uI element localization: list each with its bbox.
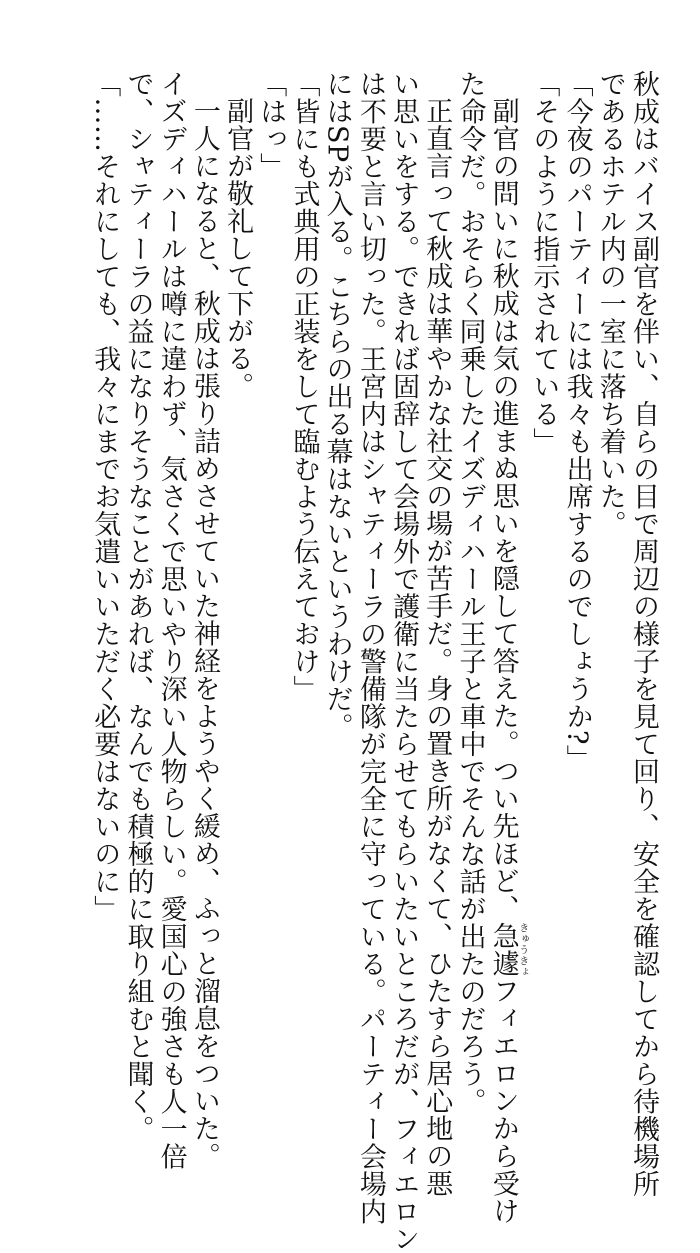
dialogue-line: 「……それにしても、我々にまでお気遣いいただく必要はないのに」 <box>89 70 121 923</box>
dialogue-line: 「そのように指示されている」 <box>528 70 560 455</box>
text-line: で、シャティーラの益になりそうなことがあれば、なんでも積極的に取り組むと聞く。 <box>122 70 154 1143</box>
text-line: 副官が敬礼して下がる。 <box>222 97 254 400</box>
text-line: た命令だ。おそらく同乗したイズディハール王子と車中でそんな話が出たのだろう。 <box>454 70 486 1115</box>
dialogue-line: 「今夜のパーティーには我々も出席するのでしょうか?」 <box>561 70 593 773</box>
dialogue-line: 「皆にも式典用の正装をして臨むよう伝えておけ」 <box>288 70 320 703</box>
text-line: 一人になると、秋成は張り詰めさせていた神経をようやく緩め、ふっと溜息をついた。 <box>188 97 220 1170</box>
text-line: であるホテル内の一室に落ち着いた。 <box>594 70 626 538</box>
dialogue-line: 「はっ」 <box>255 70 287 180</box>
text-line: イズディハールは噂に違わず、気さくで思いやり深い人物らしい。愛国心の強さも人一倍 <box>155 70 187 1170</box>
vertical-text-body <box>88 70 660 1253</box>
text-line: にはSPが入る。こちらの出る幕はないというわけだ。 <box>321 70 353 741</box>
text-line-with-ruby <box>486 70 528 1225</box>
text-segment: 副官の問いに秋成は気の進まぬ思いを隠して答えた。つい先ほど、 <box>487 97 519 922</box>
ruby-reading: きゅうきょ <box>516 922 528 977</box>
text-line: 秋成はバイス副官を伴い、自らの目で周辺の様子を見て回り、安全を確認してから待機場所 <box>628 70 659 1198</box>
text-line: 正直言って秋成は華やかな社交の場が苦手だ。身の置き所がなくて、ひたすら居心地の悪 <box>421 97 453 1197</box>
text-line: い思いをする。できれば固辞して会場外で護衛に当たらせてもらいたいところだが、フィエロン <box>388 70 420 1253</box>
text-line: は不要と言い切った。王宮内はシャティーラの警備隊が完全に守っている。パーティー会場内 <box>354 70 386 1225</box>
text-segment: フィエロンから受け <box>487 977 519 1225</box>
ruby-base: 急遽 <box>487 922 519 977</box>
ruby-annotation <box>487 922 528 977</box>
